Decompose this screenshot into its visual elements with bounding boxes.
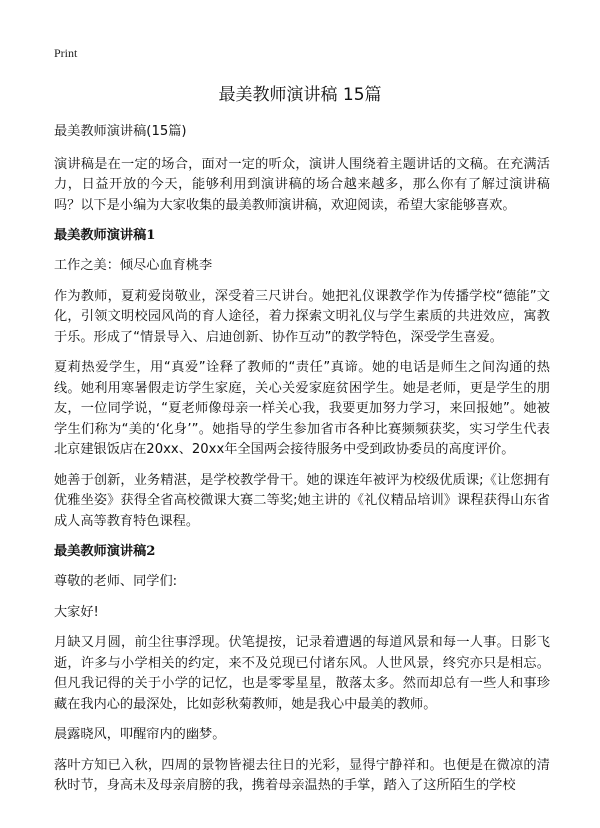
section2-paragraph-5: 落叶方知已入秋，四周的景物皆褪去往日的光彩，显得宁静祥和。也便是在微凉的清秋时节，身高未及母亲肩膀的我，携着母亲温热的手掌，踏入了这所陌生的学校	[54, 757, 550, 793]
intro-paragraph: 演讲稿是在一定的场合，面对一定的听众，演讲人围绕着主题讲话的文稿。在充满活力，日益开放的今天，能够利用到演讲稿的场合越来越多，那么你有了解过演讲稿吗？以下是小编为大家收集的最美教师演讲稿，欢迎阅读，希望大家能够喜欢。	[54, 156, 550, 213]
section2-paragraph-4: 晨露晓风，叩醒帘内的幽梦。	[54, 727, 226, 742]
print-link[interactable]: Print	[54, 46, 78, 60]
section1-paragraph-4: 她善于创新，业务精湛，是学校教学骨干。她的课连年被评为校级优质课;《让您拥有优雅坐姿》获得全省高校微课大赛二等奖;她主讲的《礼仪精品培训》课程获得山东省成人高等教育特色课程。	[54, 472, 550, 529]
section-heading-2: 最美教师演讲稿2	[54, 544, 156, 559]
document-title: 最美教师演讲稿 15篇	[218, 85, 382, 105]
section1-paragraph-3: 夏莉热爱学生，用“真爱”诠释了教师的“责任”真谛。她的电话是师生之间沟通的热线。她利用寒暑假走访学生家庭，关心关爱家庭贫困学生。她是老师，更是学生的朋友，一位同学说，“夏老师像母亲一样关心我，我要更加努力学习，来回报她”。她被学生们称为“美的‘化身’”。她指导的学生参加省市各种比赛频频获奖，实习学生代表北京建银饭店在20xx、20xx年全国两会接待服务中受到政协委员的高度评价。	[54, 360, 550, 457]
section2-paragraph-3: 月缺又月圆，前尘往事浮现。伏笔提按，记录着遭遇的每道风景和每一人事。日影飞逝，许多与小学相关的约定，来不及兑现已付诸东风。人世风景，终究亦只是相忘。但凡我记得的关于小学的记忆，也是零零星星，散落太多。然而却总有一些人和事珍藏在我内心的最深处，比如彭秋菊教师，她是我心中最美的教师。	[54, 635, 550, 712]
section2-paragraph-2: 大家好!	[54, 604, 99, 620]
section-heading-1: 最美教师演讲稿1	[54, 228, 156, 243]
document-body	[54, 122, 550, 807]
section2-paragraph-1: 尊敬的老师、同学们:	[54, 574, 178, 589]
section1-paragraph-2: 作为教师，夏莉爱岗敬业，深受着三尺讲台。她把礼仪课教学作为传播学校“德能”文化，引领文明校园风尚的育人途径，着力探索文明礼仪与学生素质的共进效应，寓教于乐。形成了“情景导入、启迪创新、协作互动”的教学特色，深受学生喜爱。	[54, 288, 550, 345]
document-subtitle: 最美教师演讲稿(15篇)	[54, 124, 187, 139]
section1-paragraph-1: 工作之美：倾尽心血育桃李	[54, 258, 213, 273]
